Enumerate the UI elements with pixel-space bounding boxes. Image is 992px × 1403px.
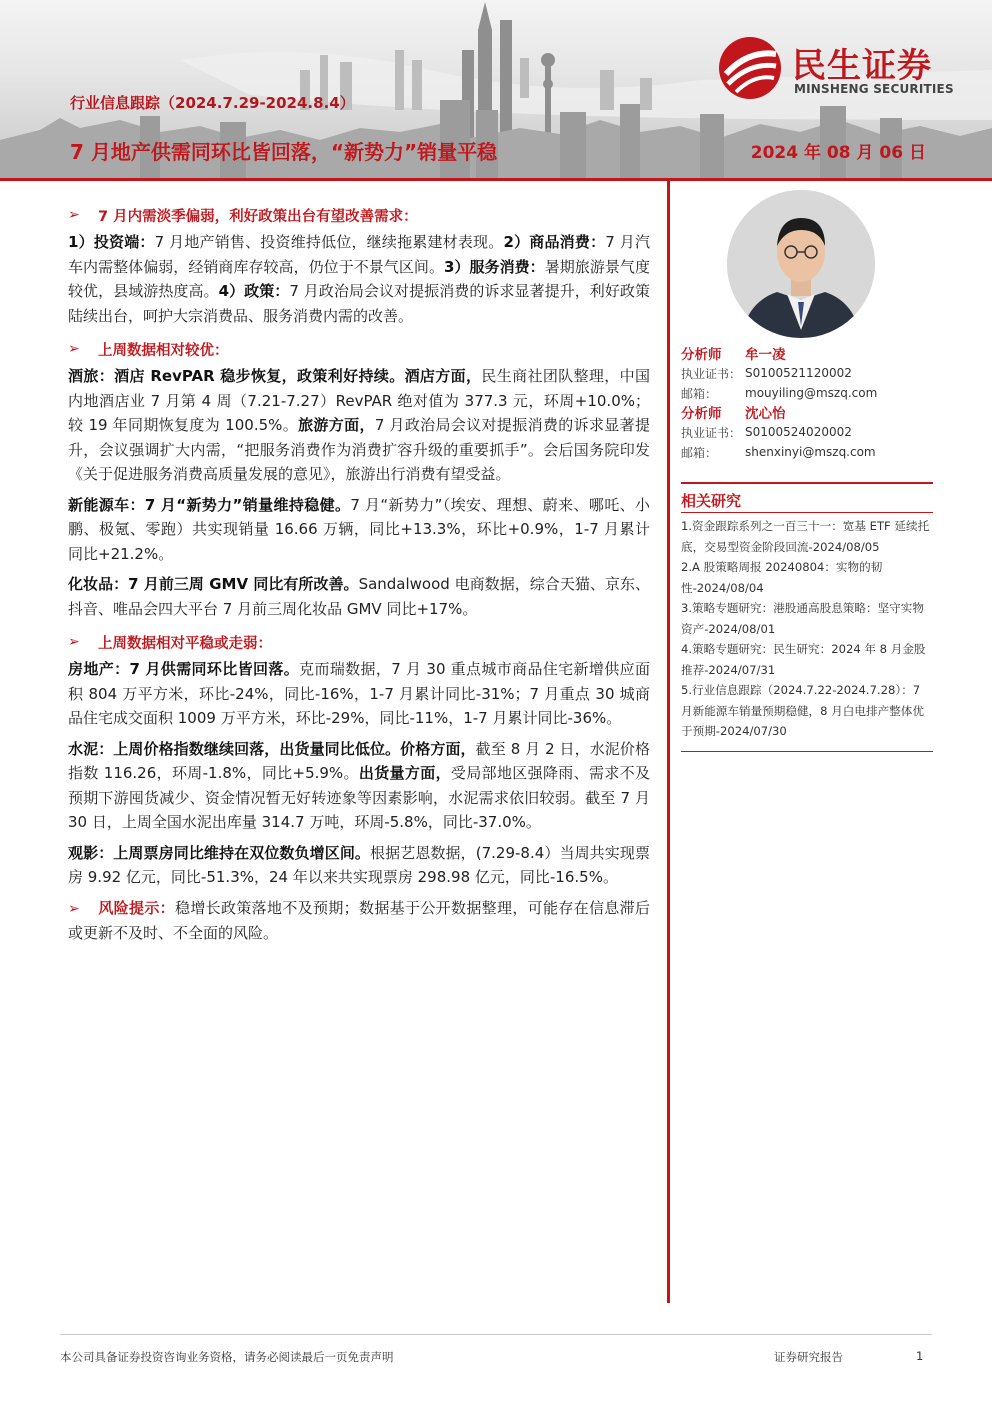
email-label: 邮箱： [681, 445, 718, 460]
header-banner [0, 0, 992, 180]
paragraph-cosmetics: 化妆品：7 月前三周 GMV 同比有所改善。Sandalwood 电商数据，综合天猫、京东、抖音、唯品会四大平台 7 月前三周化妆品 GMV 同比+17%。 [68, 575, 651, 618]
logo-text-cn: 民生证券 [792, 46, 932, 86]
cert-number: S0100524020002 [745, 425, 852, 439]
related-item[interactable]: 5.行业信息跟踪（2024.7.22-2024.7.28）：7 月新能源车销量预期稳健，8 月白电排产整体优于预期-2024/07/30 [681, 683, 924, 738]
header-divider [0, 178, 992, 181]
related-research-list [681, 516, 933, 742]
report-title: 7 月地产供需同环比皆回落，“新势力”销量平稳 [70, 140, 498, 164]
email-link[interactable]: shenxinyi@mszq.com [745, 445, 876, 459]
email-link[interactable]: mouyiling@mszq.com [745, 386, 878, 400]
paragraph-hotel-travel: 酒旅：酒店 RevPAR 稳步恢复，政策利好持续。酒店方面，民生商社团队整理，中国内地酒店业 7 月第 4 周（7.21-7.27）RevPAR 绝对值为 377.3 元，环周+10.0%；较 19 年同期恢复度为 100.5%。旅游方面，7 月政治局会议对提振消费的诉求显著提升，会议强调扩大内需，“把服务消费作为消费扩容升级的重要抓手”。会后国务院印发《关于促进服务消费高质量发展的意见》，旅游出行消费有望受益。 [68, 367, 650, 483]
chevron-right-icon: ➢ [68, 341, 80, 357]
column-divider [667, 181, 670, 1303]
paragraph-box-office: 观影：上周票房同比维持在双位数负增区间。根据艺恩数据，(7.29-8.4）当周共实现票房 9.92 亿元，同比-51.3%，24 年以来共实现票房 298.98 亿元，同比-16.5%。 [68, 843, 650, 886]
cert-label: 执业证书： [681, 425, 742, 440]
logo-text-en: MINSHENG SECURITIES [794, 82, 954, 96]
company-logo [718, 36, 968, 104]
related-item[interactable]: 4.策略专题研究：民生研究：2024 年 8 月金股推荐-2024/07/31 [681, 642, 926, 677]
paragraph-real-estate: 房地产：7 月供需同环比皆回落。克而瑞数据，7 月 30 重点城市商品住宅新增供应面积 804 万平方米，环比-24%，同比-16%，1-7 月累计同比-31%；7 月重点 30 城商品住宅成交面积 1009 万平方米，环比-29%，同比-11%，1-7 月累计同比-36%。 [68, 660, 650, 727]
analyst-name: 沈心怡 [745, 406, 786, 422]
paragraph-risk: ➢ 风险提示：稳增长政策落地不及预期；数据基于公开数据整理，可能存在信息滞后或更新不及时、不全面的风险。 [68, 898, 650, 942]
related-title-rule [681, 512, 933, 513]
main-content [68, 200, 650, 952]
related-item[interactable]: 2.A 股策略周报 20240804：实物的韧性-2024/08/04 [681, 560, 883, 595]
report-date: 2024 年 08 月 06 日 [750, 143, 926, 163]
section-heading-better: ➢ 上周数据相对较优： [68, 341, 229, 359]
section-heading-weaker: ➢ 上周数据相对平稳或走弱： [68, 634, 272, 652]
logo-mark-icon [718, 36, 782, 100]
analyst-card-1 [681, 343, 941, 403]
chevron-right-icon: ➢ [68, 207, 80, 223]
analyst-portrait-image [727, 190, 875, 338]
analyst-name: 牟一凌 [745, 347, 786, 363]
related-bottom-rule [681, 751, 933, 752]
analyst-card-2 [681, 402, 941, 462]
chevron-right-icon: ➢ [68, 634, 80, 650]
footer-disclaimer: 本公司具备证券投资咨询业务资格，请务必阅读最后一页免责声明 [60, 1350, 394, 1364]
related-item[interactable]: 3.策略专题研究：港股通高股息策略：坚守实物资产-2024/08/01 [681, 601, 924, 636]
page-number: 1 [916, 1349, 924, 1363]
footer-report-type: 证券研究报告 [774, 1350, 843, 1364]
cert-number: S0100521120002 [745, 366, 852, 380]
analyst-role: 分析师 [681, 347, 722, 363]
section-heading-demand: ➢ 7 月内需淡季偏弱，利好政策出台有望改善需求： [68, 207, 418, 225]
related-research-title: 相关研究 [681, 492, 742, 510]
analyst-role: 分析师 [681, 406, 722, 422]
footer-divider [60, 1334, 932, 1335]
report-category: 行业信息跟踪（2024.7.29-2024.8.4） [70, 94, 355, 112]
email-label: 邮箱： [681, 386, 718, 401]
paragraph-new-energy-vehicle: 新能源车：7 月“新势力”销量维持稳健。7 月“新势力”（埃安、理想、蔚来、哪吒、小鹏、极氪、零跑）共实现销量 16.66 万辆，同比+13.3%，环比+0.9%，1-7 月累计同比+21.2%。 [68, 495, 650, 563]
paragraph-demand: 1）投资端：7 月地产销售、投资维持低位，继续拖累建材表现。2）商品消费：7 月汽车内需整体偏弱，经销商库存较高，仍位于不景气区间。3）服务消费：暑期旅游景气度较优，县域游热度高。4）政策：7 月政治局会议对提振消费的诉求显著提升，利好政策陆续出台，呵护大宗消费品、服务消费内需的改善。 [68, 233, 650, 325]
analyst-photo [727, 190, 875, 338]
related-top-rule [681, 482, 933, 484]
related-item[interactable]: 1.资金跟踪系列之一百三十一：宽基 ETF 延续托底，交易型资金阶段回流-2024/08/05 [681, 519, 930, 554]
chevron-right-icon: ➢ [68, 900, 80, 917]
cert-label: 执业证书： [681, 366, 742, 381]
paragraph-cement: 水泥：上周价格指数继续回落，出货量同比低位。价格方面，截至 8 月 2 日，水泥价格指数 116.26，环周-1.8%，同比+5.9%。出货量方面，受局部地区强降雨、需求不及预期下游囤货减少、资金情况暂无好转迹象等因素影响，水泥需求依旧较弱。截至 7 月 30 日，上周全国水泥出库量 314.7 万吨，环周-5.8%，同比-37.0%。 [68, 739, 650, 831]
